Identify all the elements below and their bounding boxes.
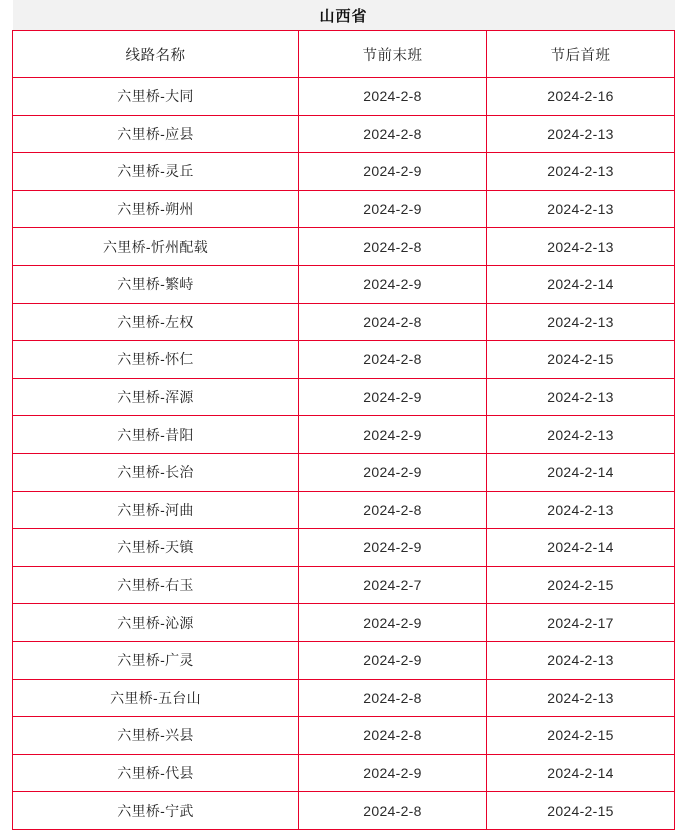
cell-route: 六里桥-灵丘 (13, 153, 299, 191)
cell-route: 六里桥-河曲 (13, 491, 299, 529)
cell-before: 2024-2-8 (299, 115, 487, 153)
cell-after: 2024-2-13 (487, 228, 675, 266)
cell-route: 六里桥-广灵 (13, 641, 299, 679)
cell-route: 六里桥-宁武 (13, 792, 299, 830)
cell-route: 六里桥-朔州 (13, 190, 299, 228)
page-title: 山西省 (13, 0, 675, 31)
cell-after: 2024-2-14 (487, 265, 675, 303)
cell-after: 2024-2-13 (487, 416, 675, 454)
column-header-after: 节后首班 (487, 31, 675, 78)
table-row (13, 717, 675, 755)
cell-after: 2024-2-15 (487, 717, 675, 755)
cell-after: 2024-2-13 (487, 491, 675, 529)
cell-before: 2024-2-8 (299, 491, 487, 529)
column-header-before: 节前末班 (299, 31, 487, 78)
cell-before: 2024-2-9 (299, 604, 487, 642)
cell-after: 2024-2-14 (487, 529, 675, 567)
cell-before: 2024-2-7 (299, 566, 487, 604)
cell-before: 2024-2-9 (299, 265, 487, 303)
cell-route: 六里桥-左权 (13, 303, 299, 341)
cell-before: 2024-2-9 (299, 416, 487, 454)
cell-before: 2024-2-8 (299, 341, 487, 379)
cell-after: 2024-2-13 (487, 378, 675, 416)
bus-schedule-table (12, 0, 675, 830)
cell-route: 六里桥-浑源 (13, 378, 299, 416)
cell-before: 2024-2-8 (299, 679, 487, 717)
cell-before: 2024-2-9 (299, 641, 487, 679)
cell-before: 2024-2-8 (299, 303, 487, 341)
cell-route: 六里桥-长治 (13, 453, 299, 491)
cell-before: 2024-2-9 (299, 190, 487, 228)
table-row (13, 491, 675, 529)
table-header-row (13, 31, 675, 78)
cell-route: 六里桥-五台山 (13, 679, 299, 717)
cell-route: 六里桥-昔阳 (13, 416, 299, 454)
cell-route: 六里桥-兴县 (13, 717, 299, 755)
cell-before: 2024-2-9 (299, 754, 487, 792)
cell-after: 2024-2-13 (487, 190, 675, 228)
table-row (13, 453, 675, 491)
cell-route: 六里桥-天镇 (13, 529, 299, 567)
cell-before: 2024-2-9 (299, 378, 487, 416)
cell-after: 2024-2-14 (487, 453, 675, 491)
table-row (13, 190, 675, 228)
cell-route: 六里桥-怀仁 (13, 341, 299, 379)
table-title-row (13, 0, 675, 31)
cell-after: 2024-2-13 (487, 679, 675, 717)
column-header-route: 线路名称 (13, 31, 299, 78)
cell-after: 2024-2-13 (487, 115, 675, 153)
cell-before: 2024-2-8 (299, 792, 487, 830)
table-row (13, 228, 675, 266)
cell-route: 六里桥-右玉 (13, 566, 299, 604)
cell-after: 2024-2-13 (487, 153, 675, 191)
cell-before: 2024-2-9 (299, 453, 487, 491)
cell-after: 2024-2-15 (487, 566, 675, 604)
table-row (13, 341, 675, 379)
table-row (13, 265, 675, 303)
cell-after: 2024-2-16 (487, 78, 675, 116)
table-row (13, 679, 675, 717)
cell-route: 六里桥-代县 (13, 754, 299, 792)
cell-after: 2024-2-13 (487, 641, 675, 679)
table-row (13, 604, 675, 642)
cell-after: 2024-2-15 (487, 792, 675, 830)
table-row (13, 115, 675, 153)
cell-before: 2024-2-9 (299, 529, 487, 567)
cell-route: 六里桥-繁峙 (13, 265, 299, 303)
table-row (13, 792, 675, 830)
table-row (13, 303, 675, 341)
cell-before: 2024-2-8 (299, 78, 487, 116)
cell-before: 2024-2-9 (299, 153, 487, 191)
table-row (13, 529, 675, 567)
table-row (13, 416, 675, 454)
cell-after: 2024-2-15 (487, 341, 675, 379)
cell-after: 2024-2-17 (487, 604, 675, 642)
table-row (13, 78, 675, 116)
table-row (13, 566, 675, 604)
cell-route: 六里桥-沁源 (13, 604, 299, 642)
table-body (13, 0, 675, 829)
cell-before: 2024-2-8 (299, 717, 487, 755)
table-row (13, 754, 675, 792)
table-row (13, 153, 675, 191)
cell-route: 六里桥-忻州配载 (13, 228, 299, 266)
cell-before: 2024-2-8 (299, 228, 487, 266)
cell-after: 2024-2-13 (487, 303, 675, 341)
table-row (13, 378, 675, 416)
cell-after: 2024-2-14 (487, 754, 675, 792)
table-row (13, 641, 675, 679)
cell-route: 六里桥-大同 (13, 78, 299, 116)
cell-route: 六里桥-应县 (13, 115, 299, 153)
